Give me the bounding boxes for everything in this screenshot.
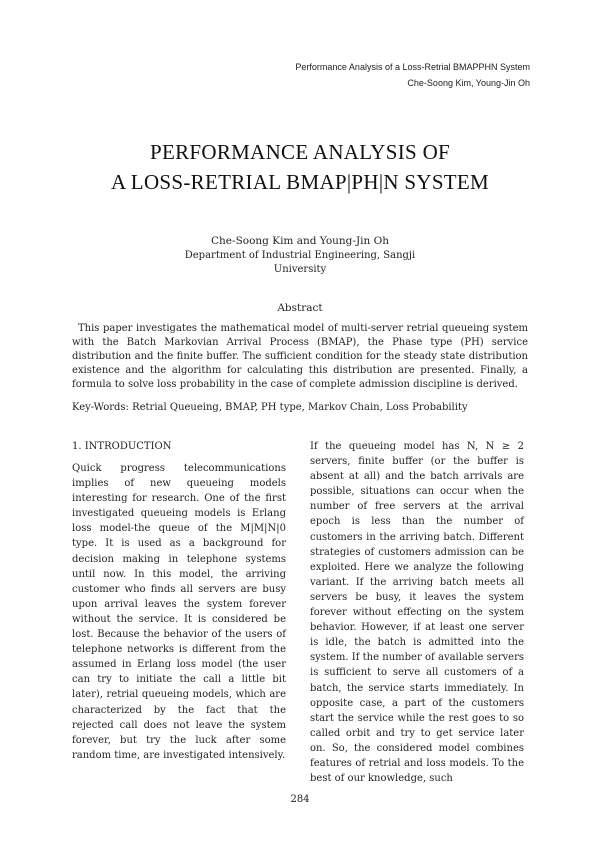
abstract-heading: Abstract	[277, 302, 323, 314]
body-column-right: If the queueing model has N, N ≥ 2 servers, finite buffer (or the buffer is absent at all) and the batch arrivals are possible, situations can occur when the number of free servers at the arrival epoch is less than the number of customers in the arriving batch. Different strategies of customers admission can be exploited. Here we analyze the following variant. If the arriving batch meets all servers be busy, it leaves the system forever without effecting on the system behavior. However, if at least one server is idle, the batch is admitted into the system. If the number of available servers is sufficient to serve all customers of a batch, the service starts immediately. In opposite case, a part of the customers start the service while the rest goes to so called orbit and try to get service later on. So, the considered model combines features of retrial and loss models. To the best of our knowledge, such	[310, 441, 524, 785]
abstract-text: This paper investigates the mathematical model of multi-server retrial queueing system with the Batch Markovian Arrival Process (BMAP), the Phase type (PH) service distribution and the finite buffer. The sufficient condition for the steady state distribution existence and the algorithm for calculating this distribution are presented. Finally, a formula to solve loss probability in the case of complete admission discipline is derived.	[72, 323, 528, 391]
keywords: Key-Words: Retrial Queueing, BMAP, PH type, Markov Chain, Loss Probability	[72, 402, 468, 413]
paper-title-line-2: A LOSS-RETRIAL BMAP|PH|N SYSTEM	[110, 170, 490, 194]
running-head-authors: Che-Soong Kim, Young-Jin Oh	[407, 78, 530, 88]
running-head-title: Performance Analysis of a Loss-Retrial BMAPPHN System	[295, 62, 530, 72]
author-names: Che-Soong Kim and Young-Jin Oh	[211, 235, 389, 247]
body-column-left: Quick progress telecommunications implies of new queueing models interesting for research. One of the first investigated queueing models is Erlang loss model-the queue of the M|M|N|0 type. It is used as a background for decision making in telephone systems until now. In this model, the arriving customer who finds all servers are busy upon arrival leaves the system forever without the service. It is considered be lost. Because the behavior of the users of telephone networks is different from the assumed in Erlang loss model (the user can try to initiate the call a little bit later), retrial queueing models, which are characterized by the fact that the rejected call does not leave the system forever, but try the luck after some random time, are investigated intensively.	[72, 463, 286, 761]
section-heading-introduction: 1. INTRODUCTION	[72, 441, 172, 452]
page-number: 284	[290, 794, 310, 805]
paper-title-line-1: PERFORMANCE ANALYSIS OF	[149, 140, 451, 164]
affiliation-line-2: University	[273, 264, 327, 275]
affiliation-line-1: Department of Industrial Engineering, Sangji	[184, 250, 416, 261]
